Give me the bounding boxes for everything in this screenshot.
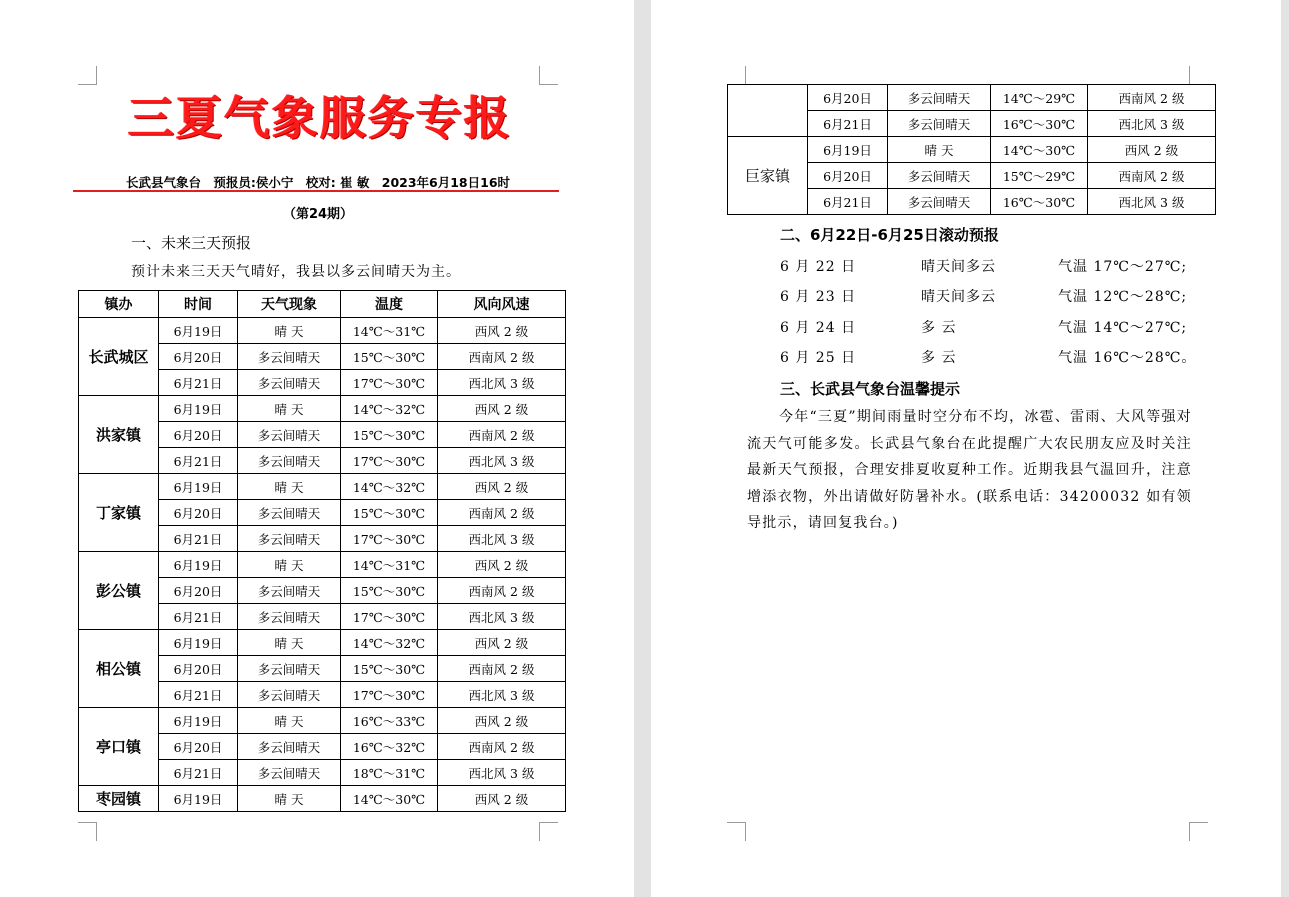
rolling-weather: 多 云 — [921, 350, 957, 366]
table-row — [79, 708, 566, 734]
temp-cell: 14℃～32℃ — [341, 396, 438, 422]
town-name: 巨家镇 — [728, 137, 808, 215]
forecast-table-part-1 — [78, 290, 566, 812]
temp-cell: 15℃～30℃ — [341, 344, 438, 370]
temp-cell: 16℃～30℃ — [991, 189, 1088, 215]
date-cell: 6月19日 — [159, 318, 238, 344]
temp-cell: 15℃～29℃ — [991, 163, 1088, 189]
date-cell: 6月20日 — [159, 578, 238, 604]
section-1-heading: 一、未来三天预报 — [131, 234, 252, 252]
margin-mark-top-right — [1189, 66, 1208, 85]
date-cell: 6月20日 — [159, 344, 238, 370]
date-cell: 6月20日 — [159, 500, 238, 526]
rolling-temp: 气温 16℃～28℃。 — [1058, 350, 1197, 366]
town-name: 亭口镇 — [79, 708, 159, 786]
margin-mark-bottom-right — [1189, 822, 1208, 841]
weather-cell: 多云间晴天 — [238, 344, 341, 370]
rolling-weather: 多 云 — [921, 320, 957, 336]
station-name: 长武县气象台 — [125, 175, 201, 190]
section-1-summary: 预计未来三天天气晴好，我县以多云间晴天为主。 — [131, 264, 461, 280]
rolling-date: 6 月 23 日 — [780, 289, 857, 305]
table-row — [79, 318, 566, 344]
margin-mark-bottom-right — [539, 822, 558, 841]
rolling-date: 6 月 25 日 — [780, 350, 857, 366]
wind-cell: 西北风 3 级 — [438, 448, 566, 474]
temp-cell: 14℃～31℃ — [341, 552, 438, 578]
red-divider — [73, 190, 559, 192]
weather-cell: 多云间晴天 — [238, 734, 341, 760]
table-header-row — [79, 291, 566, 318]
date-cell: 6月21日 — [159, 760, 238, 786]
rolling-temp: 气温 17℃～27℃; — [1058, 259, 1188, 275]
wind-cell: 西北风 3 级 — [1088, 189, 1216, 215]
column-header: 温度 — [341, 291, 438, 318]
date-cell: 6月21日 — [159, 370, 238, 396]
wind-cell: 西风 2 级 — [438, 630, 566, 656]
temp-cell: 14℃～31℃ — [341, 318, 438, 344]
weather-cell: 晴 天 — [238, 786, 341, 812]
temp-cell: 16℃～33℃ — [341, 708, 438, 734]
weather-cell: 多云间晴天 — [238, 578, 341, 604]
forecast-table-part-2 — [727, 84, 1216, 215]
wind-cell: 西南风 2 级 — [438, 656, 566, 682]
table-row — [79, 786, 566, 812]
date-cell: 6月21日 — [159, 604, 238, 630]
wind-cell: 西风 2 级 — [438, 786, 566, 812]
date-cell: 6月20日 — [159, 422, 238, 448]
weather-cell: 多云间晴天 — [888, 111, 991, 137]
date-cell: 6月20日 — [159, 656, 238, 682]
date-cell: 6月20日 — [159, 734, 238, 760]
weather-cell: 多云间晴天 — [238, 682, 341, 708]
weather-cell: 多云间晴天 — [888, 189, 991, 215]
weather-cell: 多云间晴天 — [238, 422, 341, 448]
temp-cell: 17℃～30℃ — [341, 448, 438, 474]
weather-cell: 晴 天 — [238, 630, 341, 656]
weather-cell: 多云间晴天 — [238, 500, 341, 526]
rolling-temp: 气温 12℃～28℃; — [1058, 289, 1188, 305]
date-cell: 6月20日 — [808, 85, 888, 111]
date-cell: 6月20日 — [808, 163, 888, 189]
table-row — [79, 552, 566, 578]
temp-cell: 18℃～31℃ — [341, 760, 438, 786]
temp-cell: 16℃～30℃ — [991, 111, 1088, 137]
margin-mark-bottom-left — [78, 822, 97, 841]
wind-cell: 西北风 3 级 — [438, 760, 566, 786]
town-name: 长武城区 — [79, 318, 159, 396]
date-cell: 6月19日 — [159, 474, 238, 500]
wind-cell: 西南风 2 级 — [438, 578, 566, 604]
weather-cell: 多云间晴天 — [888, 85, 991, 111]
weather-cell: 多云间晴天 — [238, 370, 341, 396]
date-cell: 6月21日 — [808, 189, 888, 215]
report-title: 三夏气象服务专报 — [128, 91, 512, 145]
weather-cell: 多云间晴天 — [238, 448, 341, 474]
wind-cell: 西风 2 级 — [438, 552, 566, 578]
column-header: 镇办 — [79, 291, 159, 318]
wind-cell: 西风 2 级 — [438, 318, 566, 344]
section-2-heading: 二、6月22日-6月25日滚动预报 — [780, 226, 999, 244]
weather-cell: 晴 天 — [888, 137, 991, 163]
date-cell: 6月19日 — [159, 708, 238, 734]
wind-cell: 西北风 3 级 — [438, 370, 566, 396]
temp-cell: 15℃～30℃ — [341, 422, 438, 448]
wind-cell: 西北风 3 级 — [438, 604, 566, 630]
temp-cell: 17℃～30℃ — [341, 682, 438, 708]
town-name: 洪家镇 — [79, 396, 159, 474]
town-name: 彭公镇 — [79, 552, 159, 630]
wind-cell: 西南风 2 级 — [438, 734, 566, 760]
wind-cell: 西南风 2 级 — [1088, 85, 1216, 111]
wind-cell: 西北风 3 级 — [438, 526, 566, 552]
column-header: 天气现象 — [238, 291, 341, 318]
date-cell: 6月19日 — [159, 396, 238, 422]
issue-number: （第24期） — [282, 207, 354, 222]
rolling-weather: 晴天间多云 — [921, 289, 996, 305]
issue-datetime: 2023年6月18日16时 — [381, 175, 511, 190]
weather-cell: 晴 天 — [238, 708, 341, 734]
temp-cell: 15℃～30℃ — [341, 578, 438, 604]
wind-cell: 西南风 2 级 — [1088, 163, 1216, 189]
weather-cell: 多云间晴天 — [238, 760, 341, 786]
checker: 校对: 崔 敏 — [305, 175, 370, 190]
wind-cell: 西风 2 级 — [438, 396, 566, 422]
wind-cell: 西南风 2 级 — [438, 422, 566, 448]
column-header: 时间 — [159, 291, 238, 318]
temp-cell: 17℃～30℃ — [341, 526, 438, 552]
table-row — [728, 85, 1216, 111]
temp-cell: 17℃～30℃ — [341, 370, 438, 396]
temp-cell: 14℃～32℃ — [341, 474, 438, 500]
date-cell: 6月19日 — [159, 630, 238, 656]
wind-cell: 西风 2 级 — [1088, 137, 1216, 163]
wind-cell: 西风 2 级 — [438, 474, 566, 500]
date-cell: 6月21日 — [159, 448, 238, 474]
margin-mark-bottom-left — [727, 822, 746, 841]
date-cell: 6月21日 — [808, 111, 888, 137]
margin-mark-top-left — [727, 66, 746, 85]
weather-cell: 多云间晴天 — [238, 604, 341, 630]
section-3-tips: 今年“三夏”期间雨量时空分布不均，冰雹、雷雨、大风等强对流天气可能多发。长武县气象台在此提醒广大农民朋友应及时关注最新天气预报，合理安排夏收夏种工作。近期我县气温回升，注意增添衣物，外出请做好防暑补水。(联系电话：34200032 如有领导批示，请回复我台。) — [747, 409, 1192, 531]
rolling-date: 6 月 24 日 — [780, 320, 857, 336]
wind-cell: 西南风 2 级 — [438, 344, 566, 370]
date-cell: 6月21日 — [159, 682, 238, 708]
temp-cell: 15℃～30℃ — [341, 656, 438, 682]
column-header: 风向风速 — [438, 291, 566, 318]
rolling-date: 6 月 22 日 — [780, 259, 857, 275]
temp-cell: 16℃～32℃ — [341, 734, 438, 760]
date-cell: 6月19日 — [159, 786, 238, 812]
table-row — [728, 137, 1216, 163]
temp-cell: 14℃～30℃ — [991, 137, 1088, 163]
report-info-line — [78, 173, 558, 191]
town-name: 枣园镇 — [79, 786, 159, 812]
document-page-1 — [0, 0, 634, 897]
table-row — [79, 396, 566, 422]
forecaster: 预报员:侯小宁 — [213, 175, 294, 190]
weather-cell: 多云间晴天 — [238, 526, 341, 552]
weather-cell: 晴 天 — [238, 396, 341, 422]
wind-cell: 西南风 2 级 — [438, 500, 566, 526]
weather-cell: 多云间晴天 — [238, 656, 341, 682]
rolling-weather: 晴天间多云 — [921, 259, 996, 275]
section-3-heading: 三、长武县气象台温馨提示 — [780, 380, 961, 398]
temp-cell: 14℃～30℃ — [341, 786, 438, 812]
table-row — [79, 630, 566, 656]
town-name: 相公镇 — [79, 630, 159, 708]
temp-cell: 15℃～30℃ — [341, 500, 438, 526]
town-name-continued — [728, 85, 808, 137]
weather-cell: 晴 天 — [238, 318, 341, 344]
weather-cell: 晴 天 — [238, 474, 341, 500]
temp-cell: 14℃～29℃ — [991, 85, 1088, 111]
wind-cell: 西北风 3 级 — [438, 682, 566, 708]
wind-cell: 西风 2 级 — [438, 708, 566, 734]
date-cell: 6月19日 — [159, 552, 238, 578]
temp-cell: 14℃～32℃ — [341, 630, 438, 656]
wind-cell: 西北风 3 级 — [1088, 111, 1216, 137]
temp-cell: 17℃～30℃ — [341, 604, 438, 630]
window-edge — [1281, 0, 1289, 897]
weather-cell: 晴 天 — [238, 552, 341, 578]
date-cell: 6月19日 — [808, 137, 888, 163]
page-gutter — [634, 0, 651, 897]
weather-cell: 多云间晴天 — [888, 163, 991, 189]
rolling-temp: 气温 14℃～27℃; — [1058, 320, 1188, 336]
town-name: 丁家镇 — [79, 474, 159, 552]
table-row — [79, 474, 566, 500]
date-cell: 6月21日 — [159, 526, 238, 552]
